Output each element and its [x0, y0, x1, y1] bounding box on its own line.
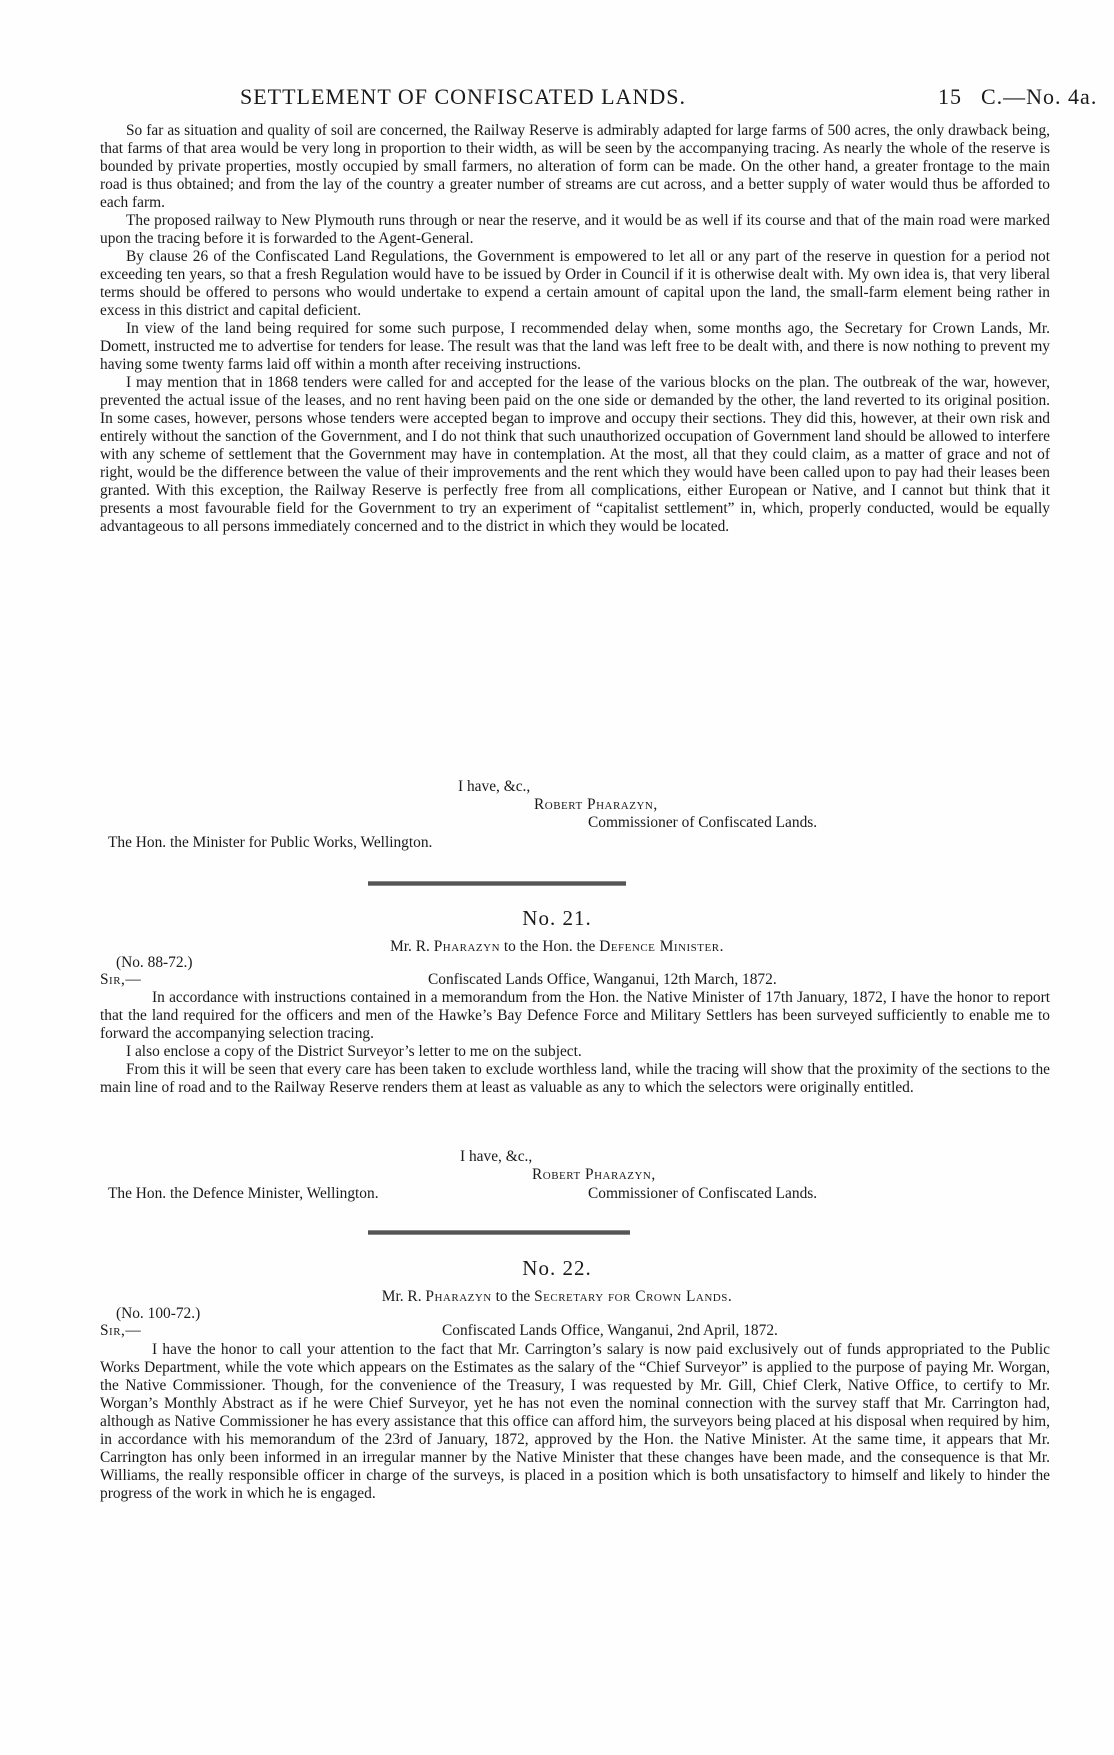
header-title: SETTLEMENT OF CONFISCATED LANDS. [240, 84, 686, 109]
paragraph: By clause 26 of the Confiscated Land Regulations, the Government is empowered to let all or any part of the reserve in question for a period not exceeding ten years, so that a fresh Regulation would have to be issued by Order in Council if it is otherwise dealt with. My own idea is, that very liberal terms should be offered to persons who would undertake to expend a certain amount of capital upon the land, the small-farm element being rather in excess in this district and capital deficient. [100, 248, 1050, 319]
paragraph: I also enclose a copy of the District Surveyor’s letter to me on the subject. [126, 1043, 582, 1060]
letter22-number: No. 22. [522, 1256, 592, 1280]
paragraph: In accordance with instructions contained in a memorandum from the Hon. the Native Minister of 17th January, 1872, I have the honor to report that the land required for the officers and men of the Hawke’s Bay Defence Force and Military Settlers has been surveyed sufficiently to enable me to forward the accompanying selection tracing. [100, 989, 1050, 1042]
letter21-closing: I have, &c., [460, 1148, 533, 1165]
paragraph: In view of the land being required for some such purpose, I recommended delay when, some months ago, the Secretary for Crown Lands, Mr. Domett, instructed me to advertise for tenders for lease. The result was that the land was left free to be dealt with, and there is now nothing to prevent my having some twenty farms laid off within a month after receiving instructions. [100, 320, 1050, 373]
letter22-body [100, 1341, 1050, 1503]
letter21-salutation: Sir,— [100, 971, 142, 988]
letter22-reference: (No. 100-72.) [116, 1305, 201, 1322]
letter20-signatory: Robert Pharazyn, [534, 796, 658, 813]
letter22-dateline: Confiscated Lands Office, Wanganui, 2nd April, 1872. [442, 1322, 778, 1339]
letter20-addressee: The Hon. the Minister for Public Works, Wellington. [108, 834, 433, 851]
letter21-from-name: Pharazyn [433, 938, 501, 955]
letter21-signatory: Robert Pharazyn, [532, 1166, 656, 1183]
section-divider [368, 1230, 630, 1235]
paragraph: From this it will be seen that every care has been taken to exclude worthless land, while the tracing will show that the proximity of the sections to the main line of road and to the Railway Reserve renders them at least as valuable as any to which the selectors were originally entitled. [100, 1061, 1050, 1096]
letter20-closing: I have, &c., [458, 778, 531, 795]
letter21-body [100, 989, 1050, 1097]
letter21-addressee: The Hon. the Defence Minister, Wellington. [108, 1185, 379, 1202]
letter20-signatory-title: Commissioner of Confiscated Lands. [588, 814, 818, 831]
paragraph: So far as situation and quality of soil are concerned, the Railway Reserve is admirably adapted for large farms of 500 acres, the only drawback being, that farms of that area would be very long in proportion to their width, as will be seen by the accompanying tracing. As nearly the whole of the reserve is bounded by private properties, mostly occupied by small farmers, no alteration of form can be made. On the other hand, a greater frontage to the main road is thus obtained; and from the lay of the country a greater number of streams are cut across, and a better supply of water would thus be afforded to each farm. [100, 122, 1050, 211]
paragraph: I have the honor to call your attention to the fact that Mr. Carrington’s salary is now paid exclusively out of funds appropriated to the Public Works Department, while the vote which appears on the Estimates as the salary of the “Chief Surveyor” is applied to the purpose of paying Mr. Worgan, the Native Commissioner. Though, for the convenience of the Treasury, I was requested by Mr. Gill, Chief Clerk, Native Office, to certify to Mr. Worgan’s Monthly Abstract as if he were Chief Surveyor, yet he has not even the nominal connection with the survey staff that Mr. Carrington had, although as Native Commissioner he has every assistance that this office can afford him, the surveyors being placed at his disposal when required by him, in accordance with his memorandum of the 23rd of January, 1872, approved by the Hon. the Native Minister. At the same time, it appears that Mr. Carrington has only been informed in an irregular manner by the Native Minister that these changes have been made, and the consequence is that Mr. Williams, the really responsible officer in charge of the surveys, is placed in a position which is both unsatisfactory to himself and likely to hinder the progress of the work in which he is engaged. [100, 1341, 1050, 1502]
letter22-salutation: Sir,— [100, 1322, 142, 1339]
letter22-from-name: Pharazyn [425, 1288, 492, 1305]
letter22-to-name: Secretary for Crown Lands. [534, 1288, 733, 1305]
letter20-body [100, 122, 1050, 536]
letter21-reference: (No. 88-72.) [116, 954, 193, 971]
running-header [0, 84, 1114, 114]
letter21-signatory-title: Commissioner of Confiscated Lands. [588, 1185, 818, 1202]
letter22-from-line: Mr. R. Pharazyn to the Secretary for Crown Lands. [381, 1288, 733, 1305]
letter21-to-name: Defence Minister. [599, 938, 724, 955]
letter21-from-line: Mr. R. Pharazyn to the Hon. the Defence Minister. [390, 938, 724, 955]
letter21-dateline: Confiscated Lands Office, Wanganui, 12th March, 1872. [428, 971, 777, 988]
letter21-number: No. 21. [522, 906, 592, 930]
paragraph: The proposed railway to New Plymouth runs through or near the reserve, and it would be as well if its course and that of the main road were marked upon the tracing before it is forwarded to the Agent-General. [100, 212, 1050, 247]
document-reference: C.—No. 4a. [981, 84, 1098, 109]
page-number: 15 [938, 84, 962, 109]
paragraph: I may mention that in 1868 tenders were called for and accepted for the lease of the various blocks on the plan. The outbreak of the war, however, prevented the actual issue of the leases, and no rent having been paid on the one side or demanded by the other, the land reverted to its original position. In some cases, however, persons whose tenders were accepted began to improve and occupy their sections. They did this, however, at their own risk and entirely without the sanction of the Government, and I do not think that such unauthorized occupation of Government land should be allowed to interfere with any scheme of settlement that the Government may have in contemplation. At the most, all that they could claim, as a matter of grace and not of right, would be the difference between the value of their improvements and the rent which they would have been called upon to pay had their leases been granted. With this exception, the Railway Reserve is perfectly free from all complications, either European or Native, and I cannot but think that it presents a most favourable field for the Government to try an experiment of “capitalist settlement” in, which, properly conducted, would be equally advantageous to all persons immediately concerned and to the district in which they would be located. [100, 374, 1050, 535]
section-divider [368, 881, 626, 886]
